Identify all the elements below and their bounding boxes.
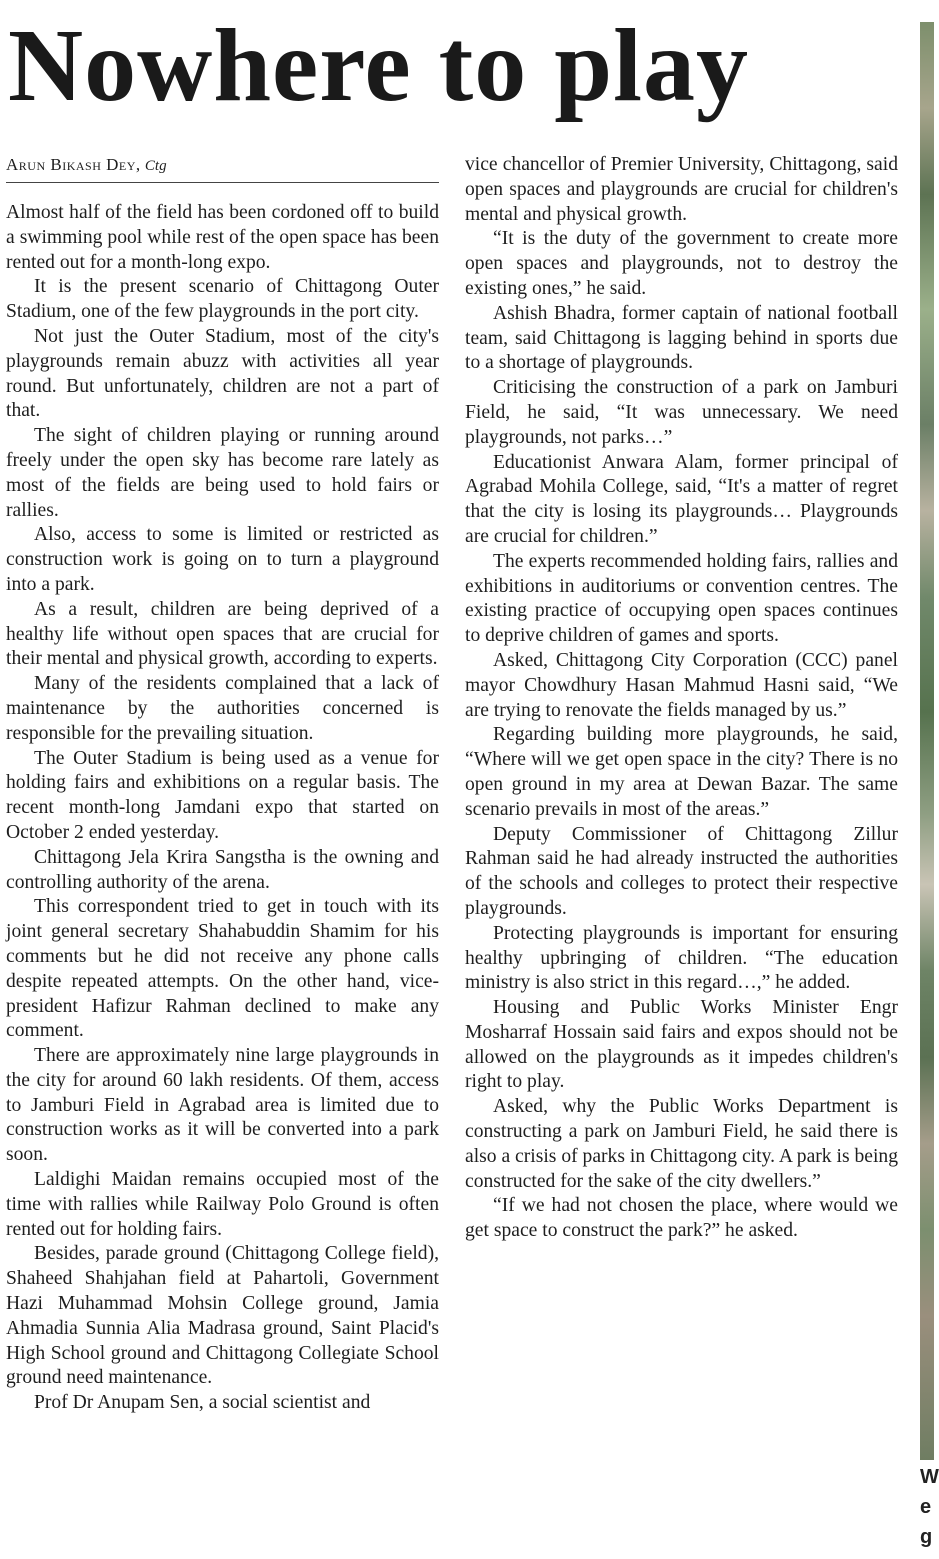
paragraph: As a result, children are being deprived of a healthy life without open spaces that are crucial for their mental and physical growth, according to experts.	[6, 598, 439, 670]
paragraph: “It is the duty of the government to create more open spaces and playgrounds, not to destroy the existing ones,” he said.	[465, 228, 898, 299]
article-column-left	[6, 153, 439, 1416]
paragraph: Housing and Public Works Minister Engr Mosharraf Hossain said fairs and expos should not be allowed on the playgrounds as it impedes children's right to play.	[465, 997, 898, 1093]
paragraph: Educationist Anwara Alam, former principal of Agrabad Mohila College, said, “It's a matter of regret that the city is losing its playgrounds… Playgrounds are crucial for children.”	[465, 451, 898, 547]
paragraph: Asked, Chittagong City Corporation (CCC) panel mayor Chowdhury Hasan Mahmud Hasni said, “We are trying to renovate the fields managed by us.”	[465, 649, 898, 721]
paragraph: The sight of children playing or running around freely under the open sky has become rare lately as most of the fields are being used to hold fairs or rallies.	[6, 425, 439, 521]
paragraph: Also, access to some is limited or restricted as construction work is going on to turn a playground into a park.	[6, 524, 439, 595]
paragraph: Almost half of the field has been cordoned off to build a swimming pool while rest of the open space has been rented out for a month-long expo.	[6, 202, 439, 273]
byline-author: Arun Bikash Dey,	[6, 155, 141, 174]
paragraph: Deputy Commissioner of Chittagong Zillur Rahman said he had already instructed the authorities of the schools and colleges to protect their respective playgrounds.	[465, 823, 898, 919]
paragraph: Not just the Outer Stadium, most of the city's playgrounds remain abuzz with activities all year round. But unfortunately, children are not a part of that.	[6, 325, 439, 422]
caption-char: e	[920, 1496, 932, 1518]
paragraph: Laldighi Maidan remains occupied most of the time with rallies while Railway Polo Ground is often rented out for holding fairs.	[6, 1169, 439, 1240]
byline-location: Ctg	[144, 158, 167, 174]
paragraph: vice chancellor of Premier University, Chittagong, said open spaces and playgrounds are crucial for children's mental and physical growth.	[465, 154, 898, 225]
article-column-right	[465, 153, 898, 1244]
caption-char: g	[920, 1526, 933, 1548]
caption-char: W	[920, 1466, 939, 1488]
paragraph: Regarding building more playgrounds, he said, “Where will we get open space in the city? There is no open ground in my area at Dewan Bazar. The same scenario prevails in most of the areas.”	[465, 724, 898, 820]
paragraph: There are approximately nine large playgrounds in the city for around 60 lakh residents. Of them, access to Jamburi Field in Agrabad area is limited due to construction works as it will be converted into a park soon.	[6, 1045, 439, 1166]
paragraph: Asked, why the Public Works Department is constructing a park on Jamburi Field, he said there is also a crisis of parks in Chittagong city. A park is being constructed for the sake of the city dwellers.”	[465, 1096, 898, 1192]
paragraph: Prof Dr Anupam Sen, a social scientist and	[34, 1392, 371, 1414]
paragraph: The experts recommended holding fairs, rallies and exhibitions in auditoriums or convention centres. The existing practice of occupying open spaces continues to deprive children of games and sports.	[465, 550, 898, 647]
adjacent-photo-edge	[920, 22, 934, 1460]
paragraph: Ashish Bhadra, former captain of national football team, said Chittagong is lagging behind in sports due to a shortage of playgrounds.	[465, 302, 898, 374]
byline	[6, 153, 439, 183]
adjacent-caption-fragment	[920, 1462, 939, 1552]
paragraph: The Outer Stadium is being used as a venue for holding fairs and exhibitions on a regular basis. The recent month-long Jamdani expo that started on October 2 ended yesterday.	[6, 747, 439, 843]
paragraph: Chittagong Jela Krira Sangstha is the owning and controlling authority of the arena.	[6, 846, 439, 893]
paragraph: Protecting playgrounds is important for ensuring healthy upbringing of children. “The education ministry is also strict in this regard…,” he added.	[465, 922, 898, 994]
paragraph: This correspondent tried to get in touch with its joint general secretary Shahabuddin Shamim for his comments but he did not receive any phone calls despite repeated attempts. On the other hand, vice-president Hafizur Rahman declined to make any comment.	[6, 896, 439, 1042]
headline: Nowhere to play	[8, 8, 750, 123]
paragraph: Besides, parade ground (Chittagong College field), Shaheed Shahjahan field at Pahartoli, Government Hazi Muhammad Mohsin College ground, Jamia Ahmadia Sunnia Alia Madrasa ground, Saint Placid's High School ground and Chittagong Collegiate School ground need maintenance.	[6, 1243, 439, 1389]
paragraph: “If we had not chosen the place, where would we get space to construct the park?” he asked.	[465, 1195, 898, 1242]
paragraph: It is the present scenario of Chittagong Outer Stadium, one of the few playgrounds in the port city.	[6, 276, 439, 323]
paragraph: Many of the residents complained that a lack of maintenance by the authorities concerned is responsible for the prevailing situation.	[6, 673, 439, 744]
paragraph: Criticising the construction of a park on Jamburi Field, he said, “It was unnecessary. We need playgrounds, not parks…”	[465, 377, 898, 448]
